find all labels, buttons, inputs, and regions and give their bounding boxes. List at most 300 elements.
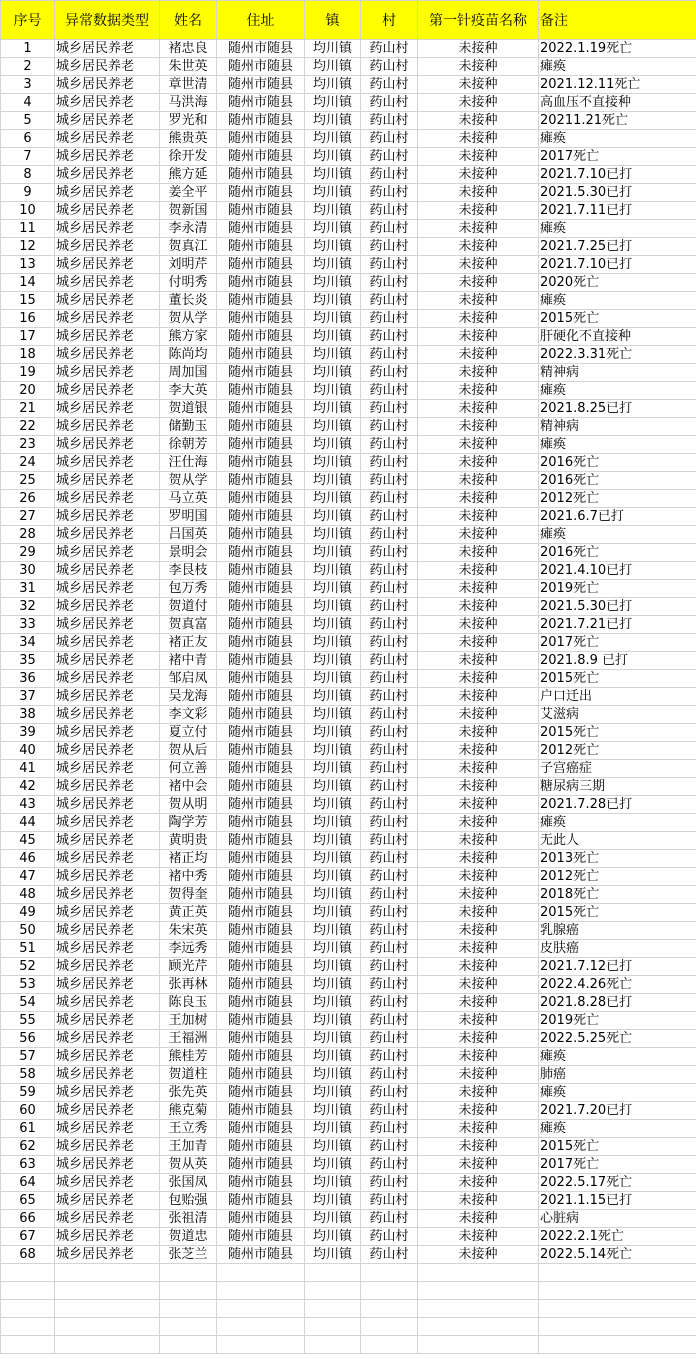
town-cell[interactable]: 均川镇 [305,850,361,868]
index-cell[interactable]: 7 [1,148,55,166]
village-cell[interactable]: 药山村 [361,868,418,886]
index-cell[interactable]: 18 [1,346,55,364]
index-cell[interactable]: 44 [1,814,55,832]
remark-cell[interactable]: 精神病 [539,364,696,382]
address-cell[interactable]: 随州市随县 [217,652,305,670]
type-cell[interactable]: 城乡居民养老 [55,184,160,202]
address-cell[interactable]: 随州市随县 [217,724,305,742]
name-cell[interactable]: 罗光和 [160,112,217,130]
town-cell[interactable]: 均川镇 [305,94,361,112]
vaccine-cell[interactable]: 未接种 [418,490,539,508]
type-cell[interactable]: 城乡居民养老 [55,40,160,58]
empty-cell[interactable] [55,1264,160,1282]
address-cell[interactable]: 随州市随县 [217,706,305,724]
vaccine-cell[interactable]: 未接种 [418,1102,539,1120]
index-cell[interactable]: 6 [1,130,55,148]
vaccine-cell[interactable]: 未接种 [418,886,539,904]
header-cell-name[interactable]: 姓名 [160,1,217,40]
vaccine-cell[interactable]: 未接种 [418,346,539,364]
name-cell[interactable]: 黄明贵 [160,832,217,850]
name-cell[interactable]: 褚中会 [160,778,217,796]
empty-cell[interactable] [160,1300,217,1318]
remark-cell[interactable]: 户口迁出 [539,688,696,706]
remark-cell[interactable]: 2015死亡 [539,670,696,688]
name-cell[interactable]: 贺从学 [160,472,217,490]
address-cell[interactable]: 随州市随县 [217,562,305,580]
address-cell[interactable]: 随州市随县 [217,364,305,382]
village-cell[interactable]: 药山村 [361,1246,418,1264]
town-cell[interactable]: 均川镇 [305,1066,361,1084]
town-cell[interactable]: 均川镇 [305,904,361,922]
type-cell[interactable]: 城乡居民养老 [55,1030,160,1048]
village-cell[interactable]: 药山村 [361,310,418,328]
vaccine-cell[interactable]: 未接种 [418,310,539,328]
town-cell[interactable]: 均川镇 [305,1012,361,1030]
empty-cell[interactable] [361,1300,418,1318]
remark-cell[interactable]: 2021.7.11已打 [539,202,696,220]
type-cell[interactable]: 城乡居民养老 [55,1012,160,1030]
type-cell[interactable]: 城乡居民养老 [55,1210,160,1228]
type-cell[interactable]: 城乡居民养老 [55,1192,160,1210]
name-cell[interactable]: 陈尚均 [160,346,217,364]
town-cell[interactable]: 均川镇 [305,454,361,472]
town-cell[interactable]: 均川镇 [305,1138,361,1156]
name-cell[interactable]: 王立秀 [160,1120,217,1138]
index-cell[interactable]: 56 [1,1030,55,1048]
address-cell[interactable]: 随州市随县 [217,58,305,76]
village-cell[interactable]: 药山村 [361,346,418,364]
type-cell[interactable]: 城乡居民养老 [55,868,160,886]
village-cell[interactable]: 药山村 [361,652,418,670]
index-cell[interactable]: 46 [1,850,55,868]
town-cell[interactable]: 均川镇 [305,1156,361,1174]
address-cell[interactable]: 随州市随县 [217,922,305,940]
vaccine-cell[interactable]: 未接种 [418,472,539,490]
village-cell[interactable]: 药山村 [361,238,418,256]
town-cell[interactable]: 均川镇 [305,202,361,220]
name-cell[interactable]: 吴龙海 [160,688,217,706]
index-cell[interactable]: 31 [1,580,55,598]
village-cell[interactable]: 药山村 [361,256,418,274]
town-cell[interactable]: 均川镇 [305,148,361,166]
village-cell[interactable]: 药山村 [361,220,418,238]
type-cell[interactable]: 城乡居民养老 [55,490,160,508]
address-cell[interactable]: 随州市随县 [217,1084,305,1102]
vaccine-cell[interactable]: 未接种 [418,904,539,922]
index-cell[interactable]: 42 [1,778,55,796]
address-cell[interactable]: 随州市随县 [217,1102,305,1120]
village-cell[interactable]: 药山村 [361,742,418,760]
vaccine-cell[interactable]: 未接种 [418,706,539,724]
vaccine-cell[interactable]: 未接种 [418,670,539,688]
type-cell[interactable]: 城乡居民养老 [55,418,160,436]
vaccine-cell[interactable]: 未接种 [418,994,539,1012]
index-cell[interactable]: 59 [1,1084,55,1102]
type-cell[interactable]: 城乡居民养老 [55,1084,160,1102]
empty-cell[interactable] [217,1264,305,1282]
vaccine-cell[interactable]: 未接种 [418,1174,539,1192]
header-cell-remark[interactable]: 备注 [539,1,696,40]
vaccine-cell[interactable]: 未接种 [418,1246,539,1264]
vaccine-cell[interactable]: 未接种 [418,922,539,940]
remark-cell[interactable]: 2021.7.12已打 [539,958,696,976]
name-cell[interactable]: 贺道忠 [160,1228,217,1246]
remark-cell[interactable]: 2012死亡 [539,742,696,760]
town-cell[interactable]: 均川镇 [305,328,361,346]
address-cell[interactable]: 随州市随县 [217,418,305,436]
village-cell[interactable]: 药山村 [361,904,418,922]
name-cell[interactable]: 张再林 [160,976,217,994]
index-cell[interactable]: 10 [1,202,55,220]
type-cell[interactable]: 城乡居民养老 [55,1138,160,1156]
vaccine-cell[interactable]: 未接种 [418,1138,539,1156]
name-cell[interactable]: 褚忠良 [160,40,217,58]
empty-cell[interactable] [418,1318,539,1336]
index-cell[interactable]: 51 [1,940,55,958]
vaccine-cell[interactable]: 未接种 [418,364,539,382]
village-cell[interactable]: 药山村 [361,1030,418,1048]
remark-cell[interactable]: 瘫痪 [539,1120,696,1138]
type-cell[interactable]: 城乡居民养老 [55,1246,160,1264]
address-cell[interactable]: 随州市随县 [217,670,305,688]
vaccine-cell[interactable]: 未接种 [418,958,539,976]
name-cell[interactable]: 李大英 [160,382,217,400]
vaccine-cell[interactable]: 未接种 [418,1066,539,1084]
remark-cell[interactable]: 2019死亡 [539,1012,696,1030]
empty-cell[interactable] [539,1282,696,1300]
town-cell[interactable]: 均川镇 [305,1120,361,1138]
town-cell[interactable]: 均川镇 [305,508,361,526]
name-cell[interactable]: 付明秀 [160,274,217,292]
type-cell[interactable]: 城乡居民养老 [55,112,160,130]
village-cell[interactable]: 药山村 [361,202,418,220]
index-cell[interactable]: 45 [1,832,55,850]
index-cell[interactable]: 61 [1,1120,55,1138]
type-cell[interactable]: 城乡居民养老 [55,1228,160,1246]
town-cell[interactable]: 均川镇 [305,418,361,436]
empty-cell[interactable] [55,1282,160,1300]
type-cell[interactable]: 城乡居民养老 [55,706,160,724]
empty-cell[interactable] [305,1300,361,1318]
remark-cell[interactable]: 2019死亡 [539,580,696,598]
remark-cell[interactable]: 20211.21死亡 [539,112,696,130]
type-cell[interactable]: 城乡居民养老 [55,454,160,472]
name-cell[interactable]: 陶学芳 [160,814,217,832]
town-cell[interactable]: 均川镇 [305,958,361,976]
header-cell-index[interactable]: 序号 [1,1,55,40]
name-cell[interactable]: 刘明芹 [160,256,217,274]
index-cell[interactable]: 47 [1,868,55,886]
type-cell[interactable]: 城乡居民养老 [55,436,160,454]
name-cell[interactable]: 贺从学 [160,310,217,328]
empty-cell[interactable] [160,1282,217,1300]
vaccine-cell[interactable]: 未接种 [418,796,539,814]
name-cell[interactable]: 张祖清 [160,1210,217,1228]
vaccine-cell[interactable]: 未接种 [418,760,539,778]
vaccine-cell[interactable]: 未接种 [418,1120,539,1138]
type-cell[interactable]: 城乡居民养老 [55,166,160,184]
empty-cell[interactable] [539,1264,696,1282]
remark-cell[interactable]: 2017死亡 [539,148,696,166]
vaccine-cell[interactable]: 未接种 [418,112,539,130]
type-cell[interactable]: 城乡居民养老 [55,148,160,166]
town-cell[interactable]: 均川镇 [305,40,361,58]
index-cell[interactable]: 49 [1,904,55,922]
town-cell[interactable]: 均川镇 [305,832,361,850]
address-cell[interactable]: 随州市随县 [217,1120,305,1138]
index-cell[interactable]: 68 [1,1246,55,1264]
village-cell[interactable]: 药山村 [361,958,418,976]
type-cell[interactable]: 城乡居民养老 [55,1048,160,1066]
vaccine-cell[interactable]: 未接种 [418,418,539,436]
address-cell[interactable]: 随州市随县 [217,580,305,598]
vaccine-cell[interactable]: 未接种 [418,652,539,670]
address-cell[interactable]: 随州市随县 [217,994,305,1012]
remark-cell[interactable]: 瘫痪 [539,58,696,76]
index-cell[interactable]: 66 [1,1210,55,1228]
vaccine-cell[interactable]: 未接种 [418,1012,539,1030]
village-cell[interactable]: 药山村 [361,886,418,904]
remark-cell[interactable]: 2016死亡 [539,454,696,472]
type-cell[interactable]: 城乡居民养老 [55,886,160,904]
village-cell[interactable]: 药山村 [361,454,418,472]
address-cell[interactable]: 随州市随县 [217,778,305,796]
name-cell[interactable]: 汪仕海 [160,454,217,472]
address-cell[interactable]: 随州市随县 [217,1066,305,1084]
index-cell[interactable]: 64 [1,1174,55,1192]
address-cell[interactable]: 随州市随县 [217,1174,305,1192]
name-cell[interactable]: 景明会 [160,544,217,562]
empty-cell[interactable] [217,1318,305,1336]
name-cell[interactable]: 朱世英 [160,58,217,76]
vaccine-cell[interactable]: 未接种 [418,616,539,634]
address-cell[interactable]: 随州市随县 [217,76,305,94]
name-cell[interactable]: 褚正均 [160,850,217,868]
vaccine-cell[interactable]: 未接种 [418,688,539,706]
name-cell[interactable]: 李艮枝 [160,562,217,580]
town-cell[interactable]: 均川镇 [305,184,361,202]
address-cell[interactable]: 随州市随县 [217,256,305,274]
village-cell[interactable]: 药山村 [361,1156,418,1174]
remark-cell[interactable]: 2015死亡 [539,724,696,742]
village-cell[interactable]: 药山村 [361,562,418,580]
empty-cell[interactable] [361,1264,418,1282]
name-cell[interactable]: 贺真江 [160,238,217,256]
index-cell[interactable]: 52 [1,958,55,976]
index-cell[interactable]: 22 [1,418,55,436]
address-cell[interactable]: 随州市随县 [217,166,305,184]
empty-cell[interactable] [55,1336,160,1354]
town-cell[interactable]: 均川镇 [305,490,361,508]
town-cell[interactable]: 均川镇 [305,616,361,634]
town-cell[interactable]: 均川镇 [305,634,361,652]
type-cell[interactable]: 城乡居民养老 [55,562,160,580]
village-cell[interactable]: 药山村 [361,1102,418,1120]
address-cell[interactable]: 随州市随县 [217,148,305,166]
village-cell[interactable]: 药山村 [361,130,418,148]
index-cell[interactable]: 11 [1,220,55,238]
name-cell[interactable]: 熊桂芳 [160,1048,217,1066]
village-cell[interactable]: 药山村 [361,292,418,310]
name-cell[interactable]: 周加国 [160,364,217,382]
name-cell[interactable]: 贺道银 [160,400,217,418]
name-cell[interactable]: 熊方延 [160,166,217,184]
remark-cell[interactable]: 2016死亡 [539,472,696,490]
index-cell[interactable]: 15 [1,292,55,310]
town-cell[interactable]: 均川镇 [305,652,361,670]
type-cell[interactable]: 城乡居民养老 [55,544,160,562]
type-cell[interactable]: 城乡居民养老 [55,400,160,418]
village-cell[interactable]: 药山村 [361,922,418,940]
address-cell[interactable]: 随州市随县 [217,1156,305,1174]
vaccine-cell[interactable]: 未接种 [418,634,539,652]
type-cell[interactable]: 城乡居民养老 [55,760,160,778]
address-cell[interactable]: 随州市随县 [217,742,305,760]
name-cell[interactable]: 罗明国 [160,508,217,526]
index-cell[interactable]: 3 [1,76,55,94]
village-cell[interactable]: 药山村 [361,490,418,508]
name-cell[interactable]: 褚中秀 [160,868,217,886]
type-cell[interactable]: 城乡居民养老 [55,670,160,688]
name-cell[interactable]: 贺道柱 [160,1066,217,1084]
name-cell[interactable]: 贺得奎 [160,886,217,904]
index-cell[interactable]: 43 [1,796,55,814]
remark-cell[interactable]: 2021.8.9 已打 [539,652,696,670]
village-cell[interactable]: 药山村 [361,58,418,76]
remark-cell[interactable]: 子宫癌症 [539,760,696,778]
type-cell[interactable]: 城乡居民养老 [55,382,160,400]
town-cell[interactable]: 均川镇 [305,436,361,454]
index-cell[interactable]: 41 [1,760,55,778]
name-cell[interactable]: 贺从明 [160,796,217,814]
name-cell[interactable]: 吕国英 [160,526,217,544]
remark-cell[interactable]: 2021.7.10已打 [539,166,696,184]
town-cell[interactable]: 均川镇 [305,670,361,688]
village-cell[interactable]: 药山村 [361,724,418,742]
town-cell[interactable]: 均川镇 [305,364,361,382]
type-cell[interactable]: 城乡居民养老 [55,526,160,544]
name-cell[interactable]: 李文彩 [160,706,217,724]
empty-cell[interactable] [305,1336,361,1354]
name-cell[interactable]: 熊贵英 [160,130,217,148]
type-cell[interactable]: 城乡居民养老 [55,238,160,256]
village-cell[interactable]: 药山村 [361,94,418,112]
remark-cell[interactable]: 乳腺癌 [539,922,696,940]
empty-cell[interactable] [1,1282,55,1300]
index-cell[interactable]: 35 [1,652,55,670]
address-cell[interactable]: 随州市随县 [217,1048,305,1066]
address-cell[interactable]: 随州市随县 [217,310,305,328]
index-cell[interactable]: 33 [1,616,55,634]
remark-cell[interactable]: 2012死亡 [539,868,696,886]
vaccine-cell[interactable]: 未接种 [418,58,539,76]
town-cell[interactable]: 均川镇 [305,526,361,544]
village-cell[interactable]: 药山村 [361,832,418,850]
name-cell[interactable]: 王加树 [160,1012,217,1030]
town-cell[interactable]: 均川镇 [305,922,361,940]
type-cell[interactable]: 城乡居民养老 [55,724,160,742]
village-cell[interactable]: 药山村 [361,526,418,544]
address-cell[interactable]: 随州市随县 [217,886,305,904]
empty-cell[interactable] [418,1282,539,1300]
village-cell[interactable]: 药山村 [361,994,418,1012]
village-cell[interactable]: 药山村 [361,616,418,634]
address-cell[interactable]: 随州市随县 [217,1210,305,1228]
village-cell[interactable]: 药山村 [361,1048,418,1066]
remark-cell[interactable]: 2015死亡 [539,904,696,922]
village-cell[interactable]: 药山村 [361,40,418,58]
vaccine-cell[interactable]: 未接种 [418,400,539,418]
village-cell[interactable]: 药山村 [361,436,418,454]
village-cell[interactable]: 药山村 [361,1066,418,1084]
type-cell[interactable]: 城乡居民养老 [55,58,160,76]
index-cell[interactable]: 24 [1,454,55,472]
vaccine-cell[interactable]: 未接种 [418,148,539,166]
name-cell[interactable]: 褚中青 [160,652,217,670]
index-cell[interactable]: 40 [1,742,55,760]
remark-cell[interactable]: 艾滋病 [539,706,696,724]
address-cell[interactable]: 随州市随县 [217,832,305,850]
village-cell[interactable]: 药山村 [361,778,418,796]
name-cell[interactable]: 贺真富 [160,616,217,634]
address-cell[interactable]: 随州市随县 [217,400,305,418]
vaccine-cell[interactable]: 未接种 [418,202,539,220]
address-cell[interactable]: 随州市随县 [217,616,305,634]
village-cell[interactable]: 药山村 [361,1192,418,1210]
remark-cell[interactable]: 2018死亡 [539,886,696,904]
vaccine-cell[interactable]: 未接种 [418,328,539,346]
remark-cell[interactable]: 2015死亡 [539,1138,696,1156]
index-cell[interactable]: 32 [1,598,55,616]
village-cell[interactable]: 药山村 [361,814,418,832]
address-cell[interactable]: 随州市随县 [217,472,305,490]
header-cell-town[interactable]: 镇 [305,1,361,40]
type-cell[interactable]: 城乡居民养老 [55,814,160,832]
town-cell[interactable]: 均川镇 [305,1030,361,1048]
index-cell[interactable]: 65 [1,1192,55,1210]
remark-cell[interactable]: 瘫痪 [539,526,696,544]
name-cell[interactable]: 熊方家 [160,328,217,346]
index-cell[interactable]: 36 [1,670,55,688]
remark-cell[interactable]: 糖尿病三期 [539,778,696,796]
village-cell[interactable]: 药山村 [361,112,418,130]
address-cell[interactable]: 随州市随县 [217,508,305,526]
name-cell[interactable]: 陈良玉 [160,994,217,1012]
vaccine-cell[interactable]: 未接种 [418,40,539,58]
empty-cell[interactable] [539,1300,696,1318]
name-cell[interactable]: 马洪海 [160,94,217,112]
address-cell[interactable]: 随州市随县 [217,940,305,958]
vaccine-cell[interactable]: 未接种 [418,814,539,832]
town-cell[interactable]: 均川镇 [305,1192,361,1210]
type-cell[interactable]: 城乡居民养老 [55,256,160,274]
village-cell[interactable]: 药山村 [361,1120,418,1138]
town-cell[interactable]: 均川镇 [305,220,361,238]
remark-cell[interactable]: 2021.7.28已打 [539,796,696,814]
type-cell[interactable]: 城乡居民养老 [55,976,160,994]
vaccine-cell[interactable]: 未接种 [418,1228,539,1246]
town-cell[interactable]: 均川镇 [305,382,361,400]
village-cell[interactable]: 药山村 [361,148,418,166]
town-cell[interactable]: 均川镇 [305,112,361,130]
town-cell[interactable]: 均川镇 [305,166,361,184]
address-cell[interactable]: 随州市随县 [217,436,305,454]
town-cell[interactable]: 均川镇 [305,994,361,1012]
type-cell[interactable]: 城乡居民养老 [55,202,160,220]
type-cell[interactable]: 城乡居民养老 [55,940,160,958]
index-cell[interactable]: 58 [1,1066,55,1084]
empty-cell[interactable] [361,1336,418,1354]
